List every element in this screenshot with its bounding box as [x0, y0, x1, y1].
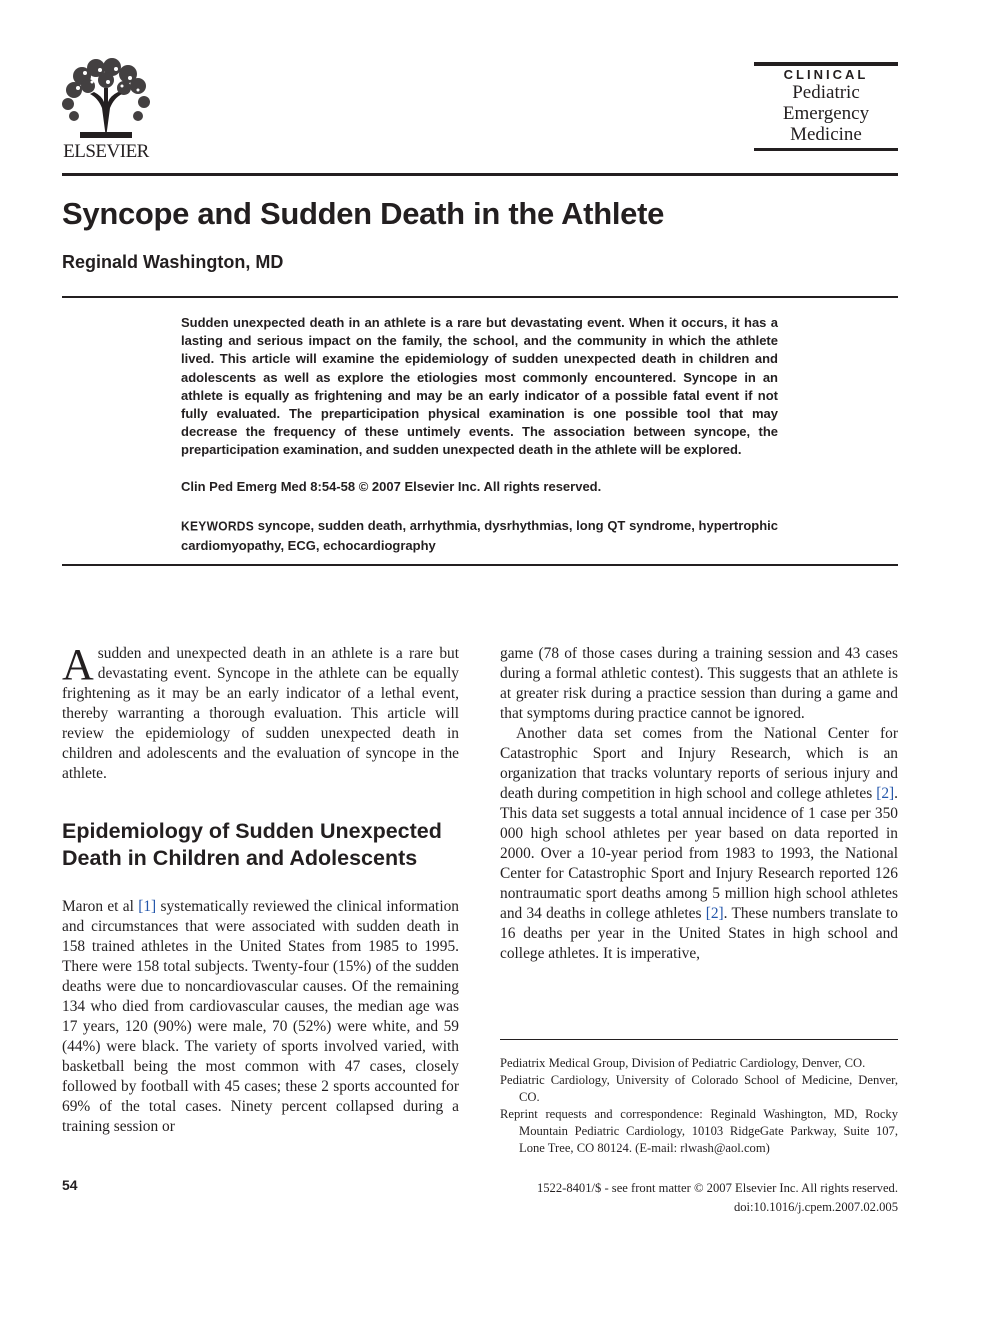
- keywords-list: syncope, sudden death, arrhythmia, dysrhythmias, long QT syndrome, hypertrophic cardiomyopathy, ECG, echocardiography: [181, 518, 778, 553]
- abstract-bottom-rule: [62, 564, 898, 566]
- col2-para2-text-c: . These numbers translate to 16 deaths per year in the United States in high school and college athletes. It is imperative,: [500, 905, 898, 962]
- body-paragraph-left: [62, 897, 459, 1137]
- citation-line: Clin Ped Emerg Med 8:54-58 © 2007 Elsevier Inc. All rights reserved.: [181, 479, 602, 494]
- keywords-label: KEYWORDS: [181, 518, 255, 534]
- abstract-text: Sudden unexpected death in an athlete is a rare but devastating event. When it occurs, it has a lasting and serious impact on the family, the school, and the community in which the athlete lived. This article will examine the epidemiology of sudden unexpected death in children and adolescents as well as explore the etiologies most commonly encountered. Syncope in an athlete is equally as frightening and may be an early indicator of a possible fatal event if not fully evaluated. The preparticipation physical examination is one possible tool that may decrease the frequency of these untimely events. The association between syncope, the preparticipation examination, and sudden unexpected death in the athlete will be explored.: [181, 315, 778, 458]
- section-heading: Epidemiology of Sudden Unexpected Death in Children and Adolescents: [62, 819, 442, 870]
- publisher-name: ELSEVIER: [63, 141, 149, 162]
- copyright-line: 1522-8401/$ - see front matter © 2007 Elsevier Inc. All rights reserved.: [536, 1181, 898, 1195]
- journal-line-emergency: Emergency: [782, 103, 870, 124]
- page-number: 54: [62, 1177, 78, 1193]
- affiliation-1: Pediatrix Medical Group, Division of Pediatric Cardiology, Denver, CO.: [500, 1056, 866, 1070]
- col2-para2-text-b: . This data set suggests a total annual incidence of 1 case per 350 000 high school athletes per year based on data reported in 2000. Over a 10-year period from 1983 to 1993, the National Center for Catastrophic Sport and Injury Research reported 126 nontraumatic sport deaths among 5 million high school athletes and 34 deaths in college athletes: [500, 785, 898, 922]
- affiliation-2: Pediatric Cardiology, University of Colorado School of Medicine, Denver, CO.: [500, 1073, 898, 1104]
- col2-para2-text-a: Another data set comes from the National Center for Catastrophic Sport and Injury Research, which is an organization that tracks voluntary reports of serious injury and death during competition in high school and college athletes: [500, 725, 898, 802]
- reference-link-1[interactable]: [1]: [138, 898, 157, 915]
- doi-line[interactable]: doi:10.1016/j.cpem.2007.02.005: [733, 1200, 898, 1214]
- journal-line-medicine: Medicine: [790, 124, 862, 145]
- body-column-right: [500, 644, 898, 964]
- reprint-requests: Reprint requests and correspondence: Reginald Washington, MD, Rocky Mountain Pediatric Cardiology, 10103 RidgeGate Parkway, Suite 107, Lone Tree, CO 80124. (E-mail: rlwash@aol.com): [500, 1107, 898, 1155]
- reference-link-2b[interactable]: [2]: [705, 905, 724, 922]
- keywords-block: [181, 516, 778, 555]
- abstract-top-rule: [62, 296, 898, 298]
- reference-link-2a[interactable]: [2]: [876, 785, 895, 802]
- intro-text: sudden and unexpected death in an athlete is a rare but devastating event. Syncope in the athlete can be equally frightening as it may be an early indicator of a lethal event, thereby warranting a thorough evaluation. This article will review the epidemiology of sudden unexpected death in children and adolescents and the evaluation of syncope in the athlete.: [62, 645, 459, 782]
- journal-line-clinical: CLINICAL: [783, 67, 869, 82]
- footnotes: [500, 1055, 898, 1157]
- copyright-block: [500, 1179, 898, 1217]
- col2-paragraph-2: [500, 724, 898, 964]
- para1-text-a: Maron et al: [62, 898, 139, 915]
- header-rule: [62, 173, 898, 176]
- para1-text-b: systematically reviewed the clinical information and circumstances that were associated with sudden death in 158 trained athletes in the United States from 1985 to 1995. There were 158 total subjects. Twenty-four (15%) of the sudden deaths were due to noncardiovascular causes. Of the remaining 134 who died from cardiovascular causes, the median age was 17 years, 120 (90%) were male, 70 (52%) were white, and 59 (44%) were black. The variety of sports involved varied, with basketball being the most common with 47 cases, closely followed by football with 45 cases; these 2 sports accounted for 69% of the total cases. Ninety percent collapsed during a training session or: [62, 898, 459, 1135]
- journal-line-pediatric: Pediatric: [792, 82, 860, 103]
- article-title: Syncope and Sudden Death in the Athlete: [62, 196, 665, 231]
- drop-cap: A: [62, 640, 94, 689]
- intro-paragraph: [62, 640, 459, 784]
- journal-logo: [754, 62, 898, 151]
- journal-rule-bottom: [754, 148, 898, 151]
- journal-rule-top: [754, 62, 898, 66]
- article-author: Reginald Washington, MD: [62, 252, 284, 272]
- col2-paragraph-1: game (78 of those cases during a training session and 43 cases during a formal athletic contest). This suggests that an athlete is at greater risk during a practice session than during a game and that symptoms during practice cannot be ignored.: [500, 645, 898, 722]
- footnote-rule: [500, 1039, 898, 1040]
